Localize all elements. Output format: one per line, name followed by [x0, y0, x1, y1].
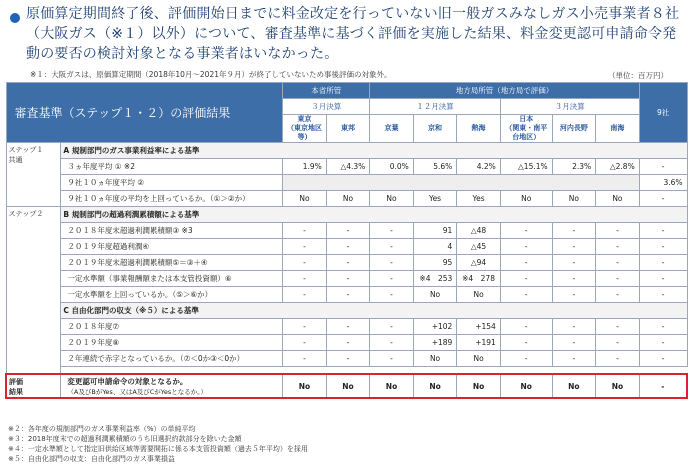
- company-col: 東邦: [326, 115, 370, 143]
- cell: Yes: [457, 191, 501, 207]
- cell: -: [326, 239, 370, 255]
- table-row: [6, 271, 687, 287]
- cell: -: [596, 319, 640, 335]
- cell: -: [639, 255, 687, 271]
- cell: No: [326, 374, 370, 398]
- cell: -: [596, 335, 640, 351]
- company-col: 熱海: [457, 115, 501, 143]
- cell: -: [500, 287, 552, 303]
- eval-label: [61, 374, 283, 398]
- settle-3: ３月決算: [283, 99, 370, 115]
- company-col: 日本 （関東・南平台地区）: [500, 115, 552, 143]
- footnote: ※２：各年度の規制部門のガス事業利益率（%）の単純平均: [8, 425, 196, 433]
- table-title: 審査基準（ステップ１・２）の評価結果: [6, 83, 283, 143]
- cell: △94: [457, 255, 501, 271]
- cell: -: [283, 335, 327, 351]
- table-row: [6, 351, 687, 367]
- cell: -: [500, 239, 552, 255]
- cell: +191: [457, 335, 501, 351]
- table-row: [6, 223, 687, 239]
- cell: -: [639, 271, 687, 287]
- cell: 4: [413, 239, 457, 255]
- cell: -: [283, 239, 327, 255]
- cell: -: [283, 271, 327, 287]
- cell: -: [552, 319, 596, 335]
- cell: -: [639, 191, 687, 207]
- cell: -: [500, 351, 552, 367]
- cell: -: [326, 287, 370, 303]
- footnote: ※５：自由化部門の収支：自由化部門のガス事業損益: [8, 455, 175, 463]
- footnotes: [8, 424, 308, 464]
- cell: -: [500, 271, 552, 287]
- cell: -: [596, 223, 640, 239]
- company-col: 京葉: [370, 115, 414, 143]
- table-row: [6, 175, 687, 191]
- col-9sha: 9社: [639, 83, 687, 143]
- cell: -: [639, 159, 687, 175]
- row-label: ２０１９年度⑧: [61, 335, 283, 351]
- cell: -: [283, 351, 327, 367]
- cell: -: [326, 271, 370, 287]
- cell: △48: [457, 223, 501, 239]
- bullet-icon: [10, 13, 20, 23]
- cell: -: [596, 255, 640, 271]
- cell: +102: [413, 319, 457, 335]
- table-row: [6, 159, 687, 175]
- row-label: ２０１９年度超過利潤④: [61, 239, 283, 255]
- cell: No: [413, 287, 457, 303]
- row-label: ９社１０ヵ年度平均 ②: [61, 175, 283, 191]
- row-label: ２０１８年度末超過利潤累積額③ ※3: [61, 223, 283, 239]
- cell: -: [639, 287, 687, 303]
- cell: 0.0%: [370, 159, 414, 175]
- cell: -: [552, 271, 596, 287]
- cell: -: [596, 239, 640, 255]
- cell: No: [596, 191, 640, 207]
- unit-label: （単位：百万円）: [608, 71, 668, 80]
- cell: -: [326, 351, 370, 367]
- step2-label: ステップ２: [6, 207, 61, 375]
- section-b: B 規制部門の超過利潤累積額による基準: [61, 207, 687, 223]
- cell: 1.9%: [283, 159, 327, 175]
- cell: -: [639, 351, 687, 367]
- footnote: ※３：2018年度末での超過利潤累積額のうち旧選択約款部分を除いた金額: [8, 435, 242, 443]
- cell: 95: [413, 255, 457, 271]
- group-honsho: 本省所管: [283, 83, 370, 99]
- eval-head: 評価 結果: [6, 374, 61, 398]
- cell: No: [283, 374, 327, 398]
- eval-label-main: 変更認可申請命令の対象となるか。: [67, 377, 188, 386]
- cell: -: [326, 255, 370, 271]
- cell: 4.2%: [457, 159, 501, 175]
- cell: -: [283, 287, 327, 303]
- group-chiho: 地方局所管（地方局で評価）: [370, 83, 639, 99]
- cell: No: [413, 351, 457, 367]
- table-row: [6, 239, 687, 255]
- cell: -: [370, 271, 414, 287]
- cell: 3.6%: [639, 175, 687, 191]
- cell: -: [326, 335, 370, 351]
- row-label: ２０１９年度末超過利潤累積額⑤＝③＋④: [61, 255, 283, 271]
- cell: -: [596, 287, 640, 303]
- step1-label: ステップ１ 共通: [6, 143, 61, 207]
- header-note: ※１：大阪ガスは、原価算定期間（2018年10月～2021年９月）が終了していないため事後評価の対象外。: [30, 70, 392, 79]
- cell: No: [283, 191, 327, 207]
- cell: -: [639, 223, 687, 239]
- cell: -: [283, 255, 327, 271]
- cell: No: [500, 374, 552, 398]
- header-text: 原価算定期間終了後、評価開始日までに料金改定を行っていない旧一般ガスみなしガス小売事業者８社（大阪ガス（※１）以外）について、審査基準に基づく評価を実施した結果、料金変更認可申請命令発動の要否の検討対象となる事業者はいなかった。: [26, 6, 680, 62]
- cell: ※4 253: [413, 271, 457, 287]
- cell: -: [370, 351, 414, 367]
- cell-shaded: [283, 175, 639, 191]
- cell: -: [596, 271, 640, 287]
- cell: 91: [413, 223, 457, 239]
- table-row: [6, 191, 687, 207]
- row-label: ２０１８年度⑦: [61, 319, 283, 335]
- row-label: ３ヵ年度平均 ① ※2: [61, 159, 283, 175]
- cell: ※4 278: [457, 271, 501, 287]
- cell: +189: [413, 335, 457, 351]
- cell: No: [552, 374, 596, 398]
- cell: -: [639, 239, 687, 255]
- cell: -: [552, 287, 596, 303]
- eval-label-sub: （A及びBがYes、又はA及びCがYesとなるか。）: [67, 388, 208, 396]
- cell: -: [326, 319, 370, 335]
- cell: △2.8%: [596, 159, 640, 175]
- cell: -: [552, 335, 596, 351]
- cell: No: [370, 191, 414, 207]
- cell: No: [370, 374, 414, 398]
- header: [4, 4, 688, 64]
- cell: -: [552, 223, 596, 239]
- cell: -: [639, 319, 687, 335]
- cell: No: [457, 287, 501, 303]
- evaluation-row: [6, 374, 687, 398]
- section-a: A 規制部門のガス事業利益率による基準: [61, 143, 687, 159]
- cell: -: [639, 374, 687, 398]
- settle-12: １２月決算: [370, 99, 501, 115]
- cell: -: [283, 319, 327, 335]
- cell: -: [500, 335, 552, 351]
- row-label: 一定水準額を上回っているか。（⑤＞⑥か）: [61, 287, 283, 303]
- cell: -: [596, 351, 640, 367]
- cell: △45: [457, 239, 501, 255]
- cell: No: [596, 374, 640, 398]
- company-col: 京和: [413, 115, 457, 143]
- company-col: 南海: [596, 115, 640, 143]
- cell: +154: [457, 319, 501, 335]
- cell: -: [370, 255, 414, 271]
- cell: △15.1%: [500, 159, 552, 175]
- cell: No: [413, 374, 457, 398]
- cell: No: [457, 374, 501, 398]
- table-row: [6, 287, 687, 303]
- cell: -: [370, 319, 414, 335]
- cell: No: [457, 351, 501, 367]
- cell: -: [500, 223, 552, 239]
- cell: -: [500, 319, 552, 335]
- section-c: C 自由化部門の収支（※５）による基準: [61, 303, 687, 319]
- cell: 5.6%: [413, 159, 457, 175]
- cell: △4.3%: [326, 159, 370, 175]
- table-row: [6, 319, 687, 335]
- cell: -: [552, 255, 596, 271]
- cell: Yes: [413, 191, 457, 207]
- company-col: 東京 （東京地区等）: [283, 115, 327, 143]
- cell: -: [283, 223, 327, 239]
- footnote: ※４：一定水準額として指定旧供給区域等需要開拓に係る本支管投資額（過去５年平均）を採用: [8, 445, 308, 453]
- cell: 2.3%: [552, 159, 596, 175]
- table-row: [6, 255, 687, 271]
- cell: -: [552, 239, 596, 255]
- cell: -: [552, 351, 596, 367]
- cell: -: [370, 223, 414, 239]
- evaluation-table: [5, 82, 688, 399]
- cell: -: [370, 239, 414, 255]
- company-col: 河内長野: [552, 115, 596, 143]
- row-label: 一定水準額（事業報酬額または本支管投資額）⑥: [61, 271, 283, 287]
- cell: -: [639, 335, 687, 351]
- table-row: [6, 335, 687, 351]
- row-label: ９社１０ヵ年度の平均を上回っているか。（①＞②か）: [61, 191, 283, 207]
- cell: -: [500, 255, 552, 271]
- settle-3b: ３月決算: [500, 99, 639, 115]
- row-label: ２年連続で赤字となっているか。（⑦＜0か③＜0か）: [61, 351, 283, 367]
- cell: -: [370, 335, 414, 351]
- cell: No: [326, 191, 370, 207]
- cell: -: [326, 223, 370, 239]
- cell: No: [552, 191, 596, 207]
- cell: No: [500, 191, 552, 207]
- cell: -: [370, 287, 414, 303]
